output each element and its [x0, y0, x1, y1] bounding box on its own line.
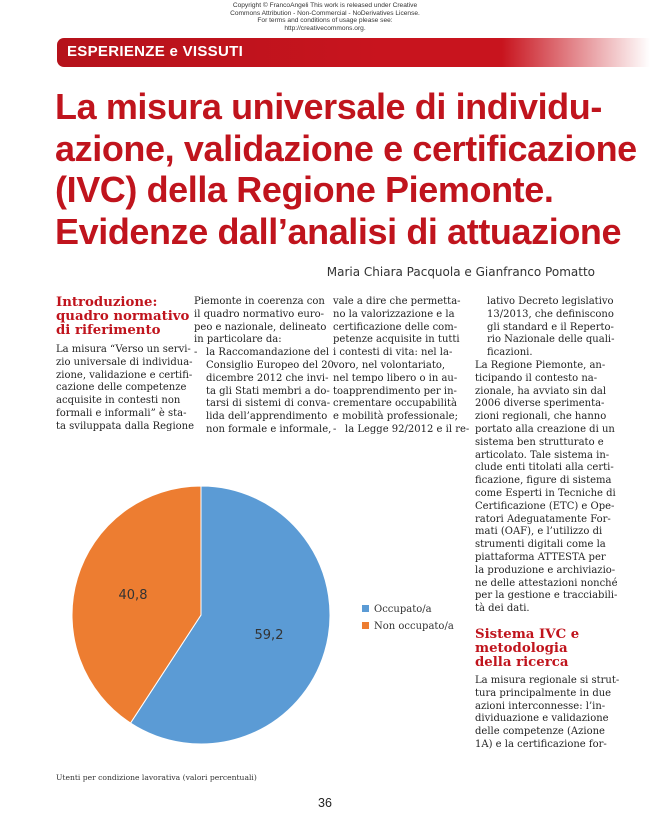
body-line: La misura regionale si strut- [475, 674, 620, 686]
title-line: azione, validazione e certificazione [55, 127, 637, 169]
legend-item-non-occupato [362, 621, 454, 632]
body-line: peo e nazionale, delineato [194, 321, 327, 333]
bullet-legge [333, 423, 470, 437]
body-line: Consiglio Europeo del 20 [206, 359, 334, 371]
copyright-line: Copyright © FrancoAngeli This work is released under Creative [232, 2, 418, 9]
body-line: in particolare da: [194, 334, 282, 346]
bullet-dash: - [194, 347, 198, 359]
body-line: il quadro normativo euro- [194, 308, 325, 320]
body-line: mati (OAF), e l’utilizzo di [475, 526, 603, 538]
copyright-line: http://creativecommons.org. [284, 24, 366, 32]
body-line: 2006 diverse sperimenta- [475, 398, 605, 410]
body-line: non formale e informale, [206, 423, 332, 435]
body-line: zionale, ha avviato sin dal [475, 385, 607, 397]
body-line: e mobilità professionale; [333, 411, 458, 423]
text-column-4 [475, 296, 620, 752]
body-line: ficazioni. [487, 347, 533, 359]
legend-swatch-occupato [362, 605, 369, 612]
page-number: 36 [318, 796, 332, 810]
body-line: cazione delle competenze [56, 382, 187, 394]
bullet-continuation [475, 296, 615, 360]
body-line: vale a dire che permetta- [333, 296, 461, 307]
pie-chart [56, 470, 466, 770]
text-column-1 [56, 295, 195, 434]
body-line: nel tempo libero o in au- [333, 372, 458, 384]
pie-chart-canvas [56, 470, 346, 760]
legend-label: Occupato/a [374, 604, 432, 615]
bullet-dash: - [333, 423, 337, 435]
section-heading-introduzione [56, 295, 190, 338]
body-line: crementare occupabilità [333, 398, 457, 410]
body-line: ta gli Stati membri a do- [206, 385, 330, 397]
heading-line: della ricerca [475, 654, 569, 670]
body-line: ne delle attestazioni nonché [475, 577, 618, 589]
chart-caption: Utenti per condizione lavorativa (valori percentuali) [56, 773, 257, 782]
title-line: La misura universale di individu- [55, 86, 602, 127]
body-line: certificazione delle com- [333, 321, 458, 333]
body-line: strumenti digitali come la [475, 539, 606, 551]
body-line: no la valorizzazione e la [333, 308, 455, 320]
body-line: petenze acquisite in tutti [333, 334, 460, 346]
body-line: come Esperti in Tecniche di [475, 487, 616, 499]
heading-line: quadro normativo [56, 309, 190, 324]
body-line: lida dell’apprendimento [206, 411, 328, 423]
body-line: Piemonte in coerenza con [194, 296, 325, 307]
body-line: lativo Decreto legislativo [487, 296, 614, 307]
pie-value-label: 59,2 [254, 628, 284, 644]
article-title [55, 86, 635, 252]
body-line: voro, nel volontariato, [333, 359, 446, 371]
body-line: delle competenze (Azione [475, 726, 605, 738]
body-line: Certificazione (ETC) e Ope- [475, 500, 615, 512]
body-line: 13/2013, che definiscono [487, 308, 614, 320]
body-line: clude enti titolati alla certi- [475, 462, 614, 474]
body-line: sistema ben strutturato e [475, 436, 604, 448]
bullet-raccomandazione [194, 347, 334, 437]
legend-swatch-non-occupato [362, 622, 369, 629]
heading-line: Introduzione: [56, 295, 158, 310]
body-line: 1A) e la certificazione for- [475, 738, 607, 750]
heading-line: di riferimento [56, 323, 161, 338]
legend-item-occupato [362, 604, 432, 615]
text-column-3 [333, 296, 470, 437]
body-line: tura principalmente in due [475, 687, 612, 699]
body-line: ta sviluppata dalla Regione [56, 420, 195, 432]
heading-line: metodologia [475, 640, 568, 656]
body-line: toapprendimento per in- [333, 385, 457, 397]
body-line: piattaforma ATTESTA per [475, 551, 606, 563]
body-line: La Regione Piemonte, an- [475, 359, 606, 371]
body-line: formali e informali” è sta- [56, 407, 187, 419]
body-line: dividuazione e validazione [475, 713, 609, 725]
body-line: dicembre 2012 che invi- [206, 372, 329, 384]
body-line: ratori Adeguatamente For- [475, 513, 611, 525]
body-line: portato alla creazione di un [475, 423, 615, 435]
section-label: ESPERIENZE e VISSUTI [67, 43, 244, 60]
title-line: (IVC) della Regione Piemonte. [55, 169, 554, 210]
body-line: la produzione e archiviazio- [475, 564, 616, 576]
body-line: i contesti di vita: nel la- [333, 347, 453, 359]
legend-label: Non occupato/a [374, 621, 454, 632]
body-line: zione, validazione e certifi- [56, 369, 193, 381]
body-line: gli standard e il Reperto- [487, 321, 614, 333]
body-line: la Legge 92/2012 e il re- [345, 423, 470, 435]
pie-value-label: 40,8 [118, 587, 148, 603]
body-line: la Raccomandazione del [206, 347, 330, 359]
body-line: azioni interconnesse: l’in- [475, 700, 606, 712]
heading-line: Sistema IVC e [475, 626, 580, 642]
body-line: zio universale di individua- [56, 356, 193, 368]
body-line: articolato. Tale sistema in- [475, 449, 610, 461]
body-line: tà dei dati. [475, 603, 530, 615]
body-line: ficazione, figure di sistema [475, 475, 612, 487]
article-authors: Maria Chiara Pacquola e Gianfranco Pomatto [326, 265, 595, 279]
body-line: tarsi di sistemi di conva- [206, 398, 331, 410]
copyright-line: For terms and conditions of usage please see: [257, 17, 393, 25]
body-line: rio Nazionale delle quali- [487, 334, 615, 346]
section-heading-sistema-ivc [475, 628, 597, 670]
body-line: La misura “Verso un servi- [56, 344, 191, 355]
text-column-2 [194, 296, 334, 437]
copyright-line: Commons Attribution - Non-Commercial - NoDerivatives License. [230, 9, 420, 17]
copyright-notice [0, 2, 650, 32]
body-line: per la gestione e tracciabili- [475, 590, 618, 602]
body-line: zioni regionali, che hanno [475, 411, 607, 423]
body-line: ticipando il contesto na- [475, 372, 598, 384]
title-line: Evidenze dall’analisi di attuazione [55, 210, 622, 252]
body-line: acquisite in contesti non [56, 395, 181, 407]
